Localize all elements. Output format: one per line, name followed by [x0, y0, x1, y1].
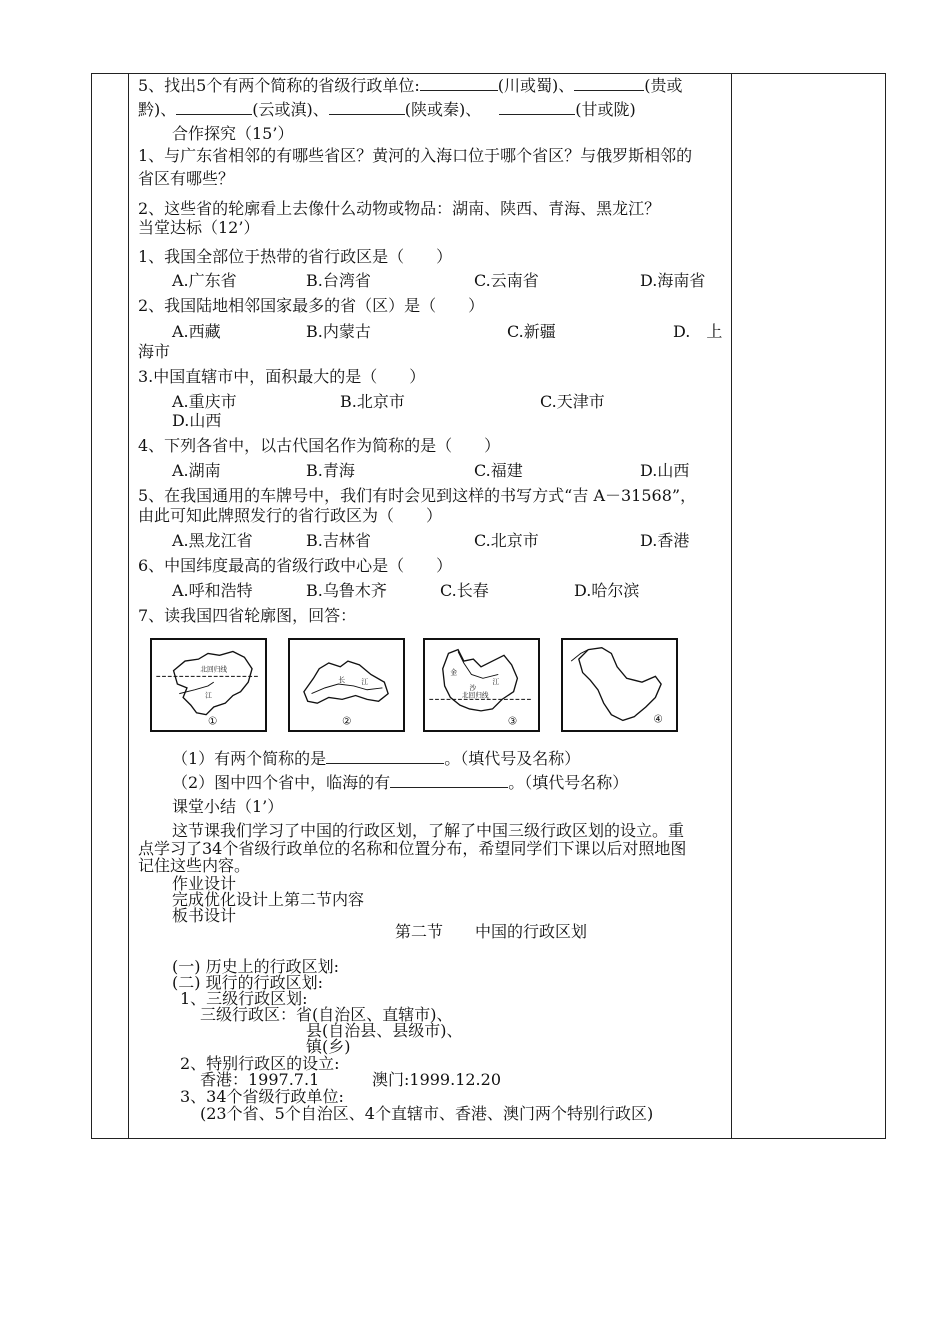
map-number: ④: [653, 713, 663, 726]
blank: [574, 76, 644, 91]
board-item: 香港：1997.7.1: [200, 1070, 320, 1089]
map-label: 北回归线: [200, 665, 228, 674]
blank: [499, 100, 575, 115]
province-outline-maps: [150, 638, 710, 732]
practice-q1-stem: 1、我国全部位于热带的省行政区是（ ）: [138, 247, 453, 266]
practice-q2-stem: 2、我国陆地相邻国家最多的省（区）是（ ）: [138, 296, 485, 315]
summary-title: 课堂小结（1’）: [172, 797, 284, 816]
practice-q3-option-c: C.天津市: [540, 392, 605, 411]
summary-line2: 点学习了34个省级行政单位的名称和位置分布，希望同学们下课以后对照地图: [138, 839, 687, 858]
practice-q5-option-b: B.吉林省: [306, 531, 371, 550]
practice-q4-option-d: D.山西: [640, 461, 690, 480]
map-label: 江: [492, 678, 500, 687]
blank: [326, 749, 444, 764]
practice-q6-option-b: B.乌鲁木齐: [306, 581, 387, 600]
practice-q2-wrap: 海市: [138, 342, 171, 361]
board-title: 板书设计: [172, 906, 237, 925]
practice-q1-option-c: C.云南省: [474, 271, 539, 290]
board-item: 三级行政区：省(自治区、直辖市)、: [200, 1005, 453, 1024]
board-item: 镇(乡): [306, 1037, 351, 1056]
river: [458, 651, 498, 678]
homework-title: 作业设计: [172, 874, 237, 893]
map-label: 沙: [469, 683, 477, 692]
map-label: 长: [338, 676, 346, 685]
practice-title: 当堂达标（12’）: [138, 218, 260, 237]
blank: [420, 76, 498, 91]
practice-q2-option-a: A.西藏: [172, 322, 221, 341]
practice-q5-option-c: C.北京市: [474, 531, 539, 550]
homework-content: 完成优化设计上第二节内容: [172, 890, 365, 909]
practice-q6-option-c: C.长春: [440, 581, 489, 600]
practice-q3-option-a: A.重庆市: [172, 392, 237, 411]
practice-q3-stem: 3.中国直辖市中，面积最大的是（ ）: [138, 367, 426, 386]
practice-q5-option-d: D.香港: [640, 531, 690, 550]
practice-q5-option-a: A.黑龙江省: [172, 531, 253, 550]
practice-q3-option-d: D.山西: [172, 411, 222, 430]
board-item: (23个省、5个自治区、4个直辖市、香港、澳门两个特别行政区): [200, 1104, 654, 1123]
practice-q3-option-b: B.北京市: [340, 392, 405, 411]
province-outline: [579, 648, 661, 721]
board-item: 1、三级行政区划:: [180, 989, 308, 1008]
cooperate-title: 合作探究（15’）: [172, 124, 294, 143]
map-2: [288, 638, 405, 732]
practice-q2-option-c: C.新疆: [507, 322, 556, 341]
board-item: 澳门:1999.12.20: [372, 1070, 502, 1089]
practice-q6-stem: 6、中国纬度最高的省级行政中心是（ ）: [138, 556, 453, 575]
practice-q1-option-b: B.台湾省: [306, 271, 371, 290]
map-3: [423, 638, 540, 732]
map-number: ③: [507, 715, 518, 728]
map-number: ②: [342, 715, 352, 728]
board-item: (二) 现行的行政区划:: [172, 973, 323, 992]
map-label: 江: [205, 691, 212, 700]
practice-q1-option-d: D.海南省: [640, 271, 706, 290]
practice-q2-option-b: B.内蒙古: [306, 322, 371, 341]
practice-q7-stem: 7、读我国四省轮廓图，回答：: [138, 606, 357, 625]
blank: [390, 773, 508, 788]
coast: [571, 650, 588, 661]
q7-sub1: （1）有两个简称的是 。（填代号及名称）: [172, 749, 581, 768]
practice-q4-option-b: B.青海: [306, 461, 355, 480]
practice-q4-option-a: A.湖南: [172, 461, 221, 480]
q5-line2: 黔)、 (云或滇)、 (陕或秦)、 (甘或陇): [138, 100, 636, 119]
summary-line3: 记住这些内容。: [138, 856, 251, 875]
cooperate-q1-line2: 省区有哪些？: [138, 169, 235, 188]
blank: [176, 100, 252, 115]
practice-q4-option-c: C.福建: [474, 461, 523, 480]
practice-q5-stem: 5、在我国通用的车牌号中，我们有时会见到这样的书写方式“吉 A－31568”，: [138, 486, 697, 505]
practice-q4-stem: 4、下列各省中，以古代国名作为简称的是（ ）: [138, 436, 501, 455]
q7-sub2: （2）图中四个省中，临海的有 。（填代号名称）: [172, 773, 629, 792]
practice-q5-stem2: 由此可知此牌照发行的省行政区为（ ）: [138, 506, 443, 525]
map-4: [561, 638, 678, 732]
river: [312, 684, 383, 694]
q5-line1: 5、找出5个有两个简称的省级行政单位: (川或蜀)、 (贵或: [138, 76, 683, 95]
practice-q2-option-d: D. 上: [673, 322, 723, 341]
practice-q1-option-a: A.广东省: [172, 271, 237, 290]
map-1: [150, 638, 267, 732]
map-label: 江: [361, 678, 369, 687]
map-label: 北回归线: [461, 691, 489, 700]
province-outline: [443, 650, 518, 711]
board-item: (一) 历史上的行政区划:: [172, 957, 339, 976]
board-item: 3、34个省级行政单位:: [180, 1087, 344, 1106]
column-divider-right: [731, 73, 732, 1139]
map-number: ①: [208, 715, 218, 728]
blank: [329, 100, 405, 115]
map-label: 金: [450, 668, 458, 677]
board-item: 2、特别行政区的设立:: [180, 1054, 340, 1073]
cooperate-q2: 2、这些省的轮廓看上去像什么动物或物品：湖南、陕西、青海、黑龙江？: [138, 199, 661, 218]
summary-line1: 这节课我们学习了中国的行政区划，了解了中国三级行政区划的设立。重: [172, 821, 685, 840]
province-outline: [304, 661, 388, 703]
practice-q6-option-a: A.呼和浩特: [172, 581, 253, 600]
board-item: 县(自治县、县级市)、: [306, 1021, 463, 1040]
practice-q6-option-d: D.哈尔滨: [574, 581, 640, 600]
cooperate-q1-line1: 1、与广东省相邻的有哪些省区？黄河的入海口位于哪个省区？与俄罗斯相邻的: [138, 146, 693, 165]
board-heading: 第二节 中国的行政区划: [395, 922, 588, 941]
column-divider-left: [128, 73, 129, 1139]
